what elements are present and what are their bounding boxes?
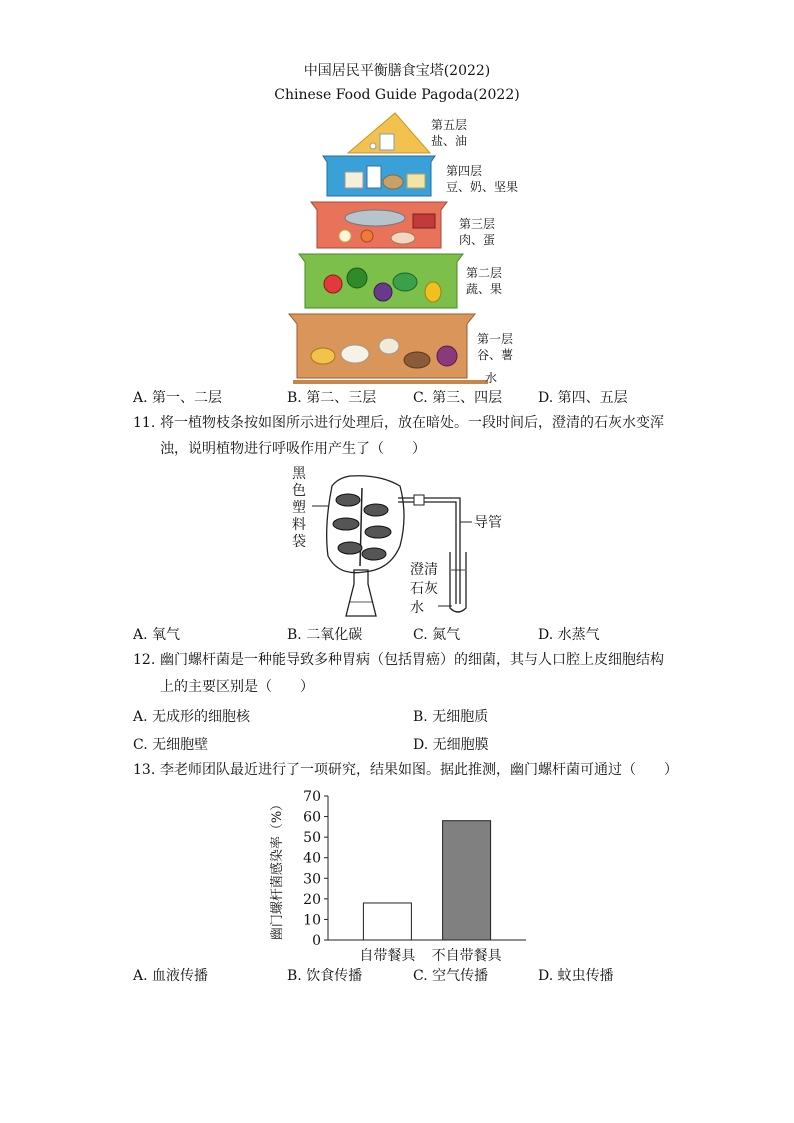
chart-y-tick-label: 40 [303,850,321,867]
chart-y-tick-label: 50 [303,830,321,847]
leaf-icon [362,548,386,560]
plant-experiment-figure [310,466,490,626]
milk-icon [345,172,363,188]
shrimp-icon [361,230,373,242]
chart-y-tick-label: 0 [312,933,321,949]
q12-option-d[interactable]: D. 无细胞膜 [413,737,489,753]
q11-stem-line2: 浊，说明植物进行呼吸作用产生了（ ） [160,441,426,457]
test-tube [450,552,466,612]
chart-x-tick-label: 不自带餐具 [431,948,502,964]
q12-number: 12. [133,652,156,668]
q11-option-a[interactable]: A. 氧气 [133,627,181,643]
q13-stem: 李老师团队最近进行了一项研究，结果如图。据此推测，幽门螺杆菌可通过（ ） [160,762,678,778]
q11-option-b[interactable]: B. 二氧化碳 [287,627,363,643]
cabbage-icon [393,273,417,291]
rice-icon [341,345,369,363]
apple-icon [324,275,342,293]
tube-label: 导管 [474,515,502,531]
chart-ylabel: 幽门螺杆菌感染率（%） [270,797,285,941]
chart-ylabel-wrap [268,790,286,950]
nuts-icon [383,175,403,189]
milk-carton-icon [367,166,381,188]
egg-icon [339,230,351,242]
q10-option-a[interactable]: A. 第一、二层 [133,390,223,406]
q11-option-c[interactable]: C. 氮气 [413,627,461,643]
pepper-icon [425,282,441,302]
broccoli-icon [347,268,367,288]
grape-icon [374,283,392,301]
flask [346,570,376,616]
layer-5-label: 第五层 盐、油 [431,118,468,148]
water-label: 水 [485,371,498,385]
meat-icon [413,214,435,228]
fish-icon [345,210,405,226]
leaf-icon [336,494,360,506]
q13-option-a[interactable]: A. 血液传播 [133,968,209,984]
salt-oil-bottle-icon [380,134,394,150]
q13-option-b[interactable]: B. 饮食传播 [287,968,363,984]
chart-y-tick-label: 70 [303,789,321,805]
leaf-icon [338,542,362,554]
chart-bar [363,903,411,940]
chart-bar [443,821,491,940]
corn-icon [311,348,335,364]
tofu-icon [407,174,425,188]
sweet-potato-icon [437,346,457,366]
chart-y-tick-label: 60 [303,809,321,826]
q11-stem-line1: 将一植物枝条按如图所示进行处理后，放在暗处。一段时间后，澄清的石灰水变浑 [160,415,664,431]
chart-x-tick-label: 自带餐具 [359,948,416,964]
layer-2-label: 第二层 蔬、果 [466,266,503,296]
bag-label: 黑 色 塑 料 袋 [292,466,306,550]
chicken-icon [391,232,415,244]
q12-stem-line1: 幽门螺杆菌是一种能导致多种胃病（包括胃癌）的细菌，其与人口腔上皮细胞结构 [160,652,664,668]
q12-option-a[interactable]: A. 无成形的细胞核 [133,709,251,725]
q12-option-c[interactable]: C. 无细胞壁 [133,737,209,753]
layer-1-label: 第一层 谷、薯 [477,332,514,362]
layer-3-label: 第三层 肉、蛋 [459,217,496,247]
q12-stem-line2: 上的主要区别是（ ） [160,679,314,695]
q13-number: 13. [133,762,156,778]
q12-option-b[interactable]: B. 无细胞质 [413,709,489,725]
q10-option-d[interactable]: D. 第四、五层 [538,390,628,406]
q13-option-c[interactable]: C. 空气传播 [413,968,489,984]
bun-icon [379,338,399,354]
leaf-icon [364,504,388,516]
grain-icon [404,352,430,368]
chart-y-tick-label: 20 [303,891,321,908]
chart-y-tick-label: 10 [303,912,321,929]
pagoda-base [293,380,488,384]
q10-option-c[interactable]: C. 第三、四层 [413,390,503,406]
leaf-icon [333,518,359,530]
infection-rate-chart [290,786,530,966]
layer-4-label: 第四层 豆、奶、坚果 [446,164,519,194]
q11-number: 11. [133,415,156,431]
chart-y-tick-label: 30 [303,871,321,888]
pagoda-title-cn: 中国居民平衡膳食宝塔(2022) [303,63,491,79]
q10-option-b[interactable]: B. 第二、三层 [287,390,377,406]
pagoda-title-en: Chinese Food Guide Pagoda(2022) [274,87,520,103]
q11-option-d[interactable]: D. 水蒸气 [538,627,600,643]
limewater-label: 澄清 石灰 水 [410,562,438,616]
leaf-icon [365,526,391,538]
q13-option-d[interactable]: D. 蚊虫传播 [538,968,614,984]
